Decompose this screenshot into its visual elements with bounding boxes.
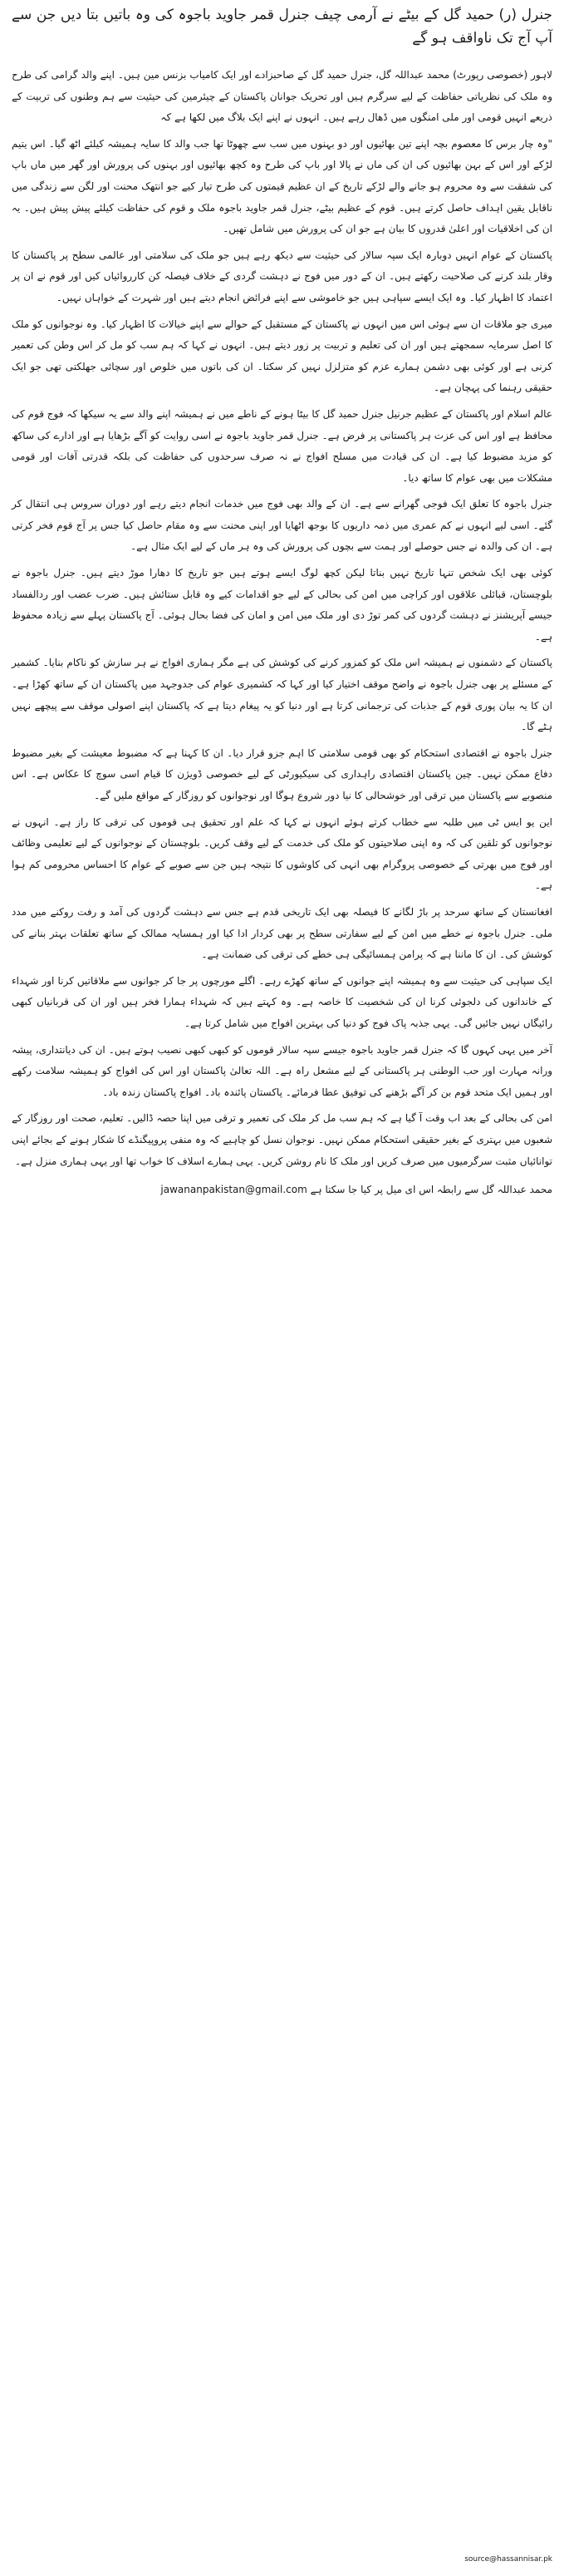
article-paragraph: عالم اسلام اور پاکستان کے عظیم جرنیل جنرل حمید گل کا بیٹا ہونے کے ناطے میں نے ہمیشہ اپنے والد سے یہ سیکھا کہ فوج قوم کی محافظ ہے اور اس کی عزت ہر پاکستانی پر فرض ہے۔ جنرل قمر جاوید باجوہ نے اسی روایت کو آگے بڑھایا ہے اور ادارے کی ساکھ کو مزید مضبوط کیا ہے۔ ان کی قیادت میں مسلح افواج نے نہ صرف سرحدوں کی حفاظت کی بلکہ قدرتی آفات اور قومی مشکلات میں بھی عوام کا ساتھ دیا۔ [12, 407, 552, 484]
article-paragraph: جنرل باجوہ نے اقتصادی استحکام کو بھی قومی سلامتی کا اہم جزو قرار دیا۔ ان کا کہنا ہے کہ مضبوط معیشت کے بغیر مضبوط دفاع ممکن نہیں۔ چین پاکستان اقتصادی راہداری کی سیکیورٹی کے لیے خصوصی ڈویژن کا قیام اسی سوچ کا عکاس ہے۔ اس منصوبے سے پاکستان میں ترقی اور خوشحالی کا نیا دور شروع ہوگا اور نوجوانوں کو روزگار کے مواقع ملیں گے۔ [12, 746, 552, 801]
article-paragraph: ایک سپاہی کی حیثیت سے وہ ہمیشہ اپنے جوانوں کے ساتھ کھڑے رہے۔ اگلے مورچوں پر جا کر جوانوں سے ملاقاتیں کرنا اور شہداء کے خاندانوں کی دلجوئی کرنا ان کی شخصیت کا خاصہ ہے۔ وہ کہتے ہیں کہ شہداء ہمارا فخر ہیں اور ان کی قربانیاں کبھی رائیگاں نہیں جائیں گی۔ یہی جذبہ پاک فوج کو دنیا کی بہترین افواج میں شامل کرتا ہے۔ [12, 974, 552, 1029]
article [12, 3, 552, 1200]
article-paragraph: آخر میں یہی کہوں گا کہ جنرل قمر جاوید باجوہ جیسے سپہ سالار قوموں کو کبھی کبھی نصیب ہوتے ہیں۔ ان کی دیانتداری، پیشہ ورانہ مہارت اور حب الوطنی ہر پاکستانی کے لیے مشعل راہ ہے۔ اللہ تعالیٰ پاکستان اور اس کی افواج کو ہمیشہ سلامت رکھے اور ہمیں ایک متحد قوم بن کر آگے بڑھنے کی توفیق عطا فرمائے۔ پاکستان پائندہ باد۔ افواج پاکستان زندہ باد۔ [12, 1043, 552, 1098]
article-paragraph: امن کی بحالی کے بعد اب وقت آ گیا ہے کہ ہم سب مل کر ملک کی تعمیر و ترقی میں اپنا حصہ ڈالیں۔ تعلیم، صحت اور روزگار کے شعبوں میں بہتری کے بغیر حقیقی استحکام ممکن نہیں۔ نوجوان نسل کو چاہیے کہ وہ منفی پروپیگنڈے کا شکار ہونے کے بجائے اپنی توانائیاں مثبت سرگرمیوں میں صرف کریں اور ملک کا نام روشن کریں۔ یہی ہمارے اسلاف کا خواب تھا اور یہی ہماری منزل ہے۔ [12, 1112, 552, 1167]
article-paragraph: میری جو ملاقات ان سے ہوئی اس میں انہوں نے پاکستان کے مستقبل کے حوالے سے اپنے خیالات کا اظہار کیا۔ وہ نوجوانوں کو ملک کا اصل سرمایہ سمجھتے ہیں اور ان کی تعلیم و تربیت پر زور دیتے ہیں۔ انہوں نے کہا کہ ہم سب کو مل کر اس وطن کی تعمیر کرنی ہے اور کوئی بھی دشمن ہمارے عزم کو متزلزل نہیں کر سکتا۔ ان کی باتوں میں خلوص اور سچائی جھلکتی تھی جو ایک حقیقی رہنما کی پہچان ہے۔ [12, 318, 552, 394]
article-paragraph: کوئی بھی ایک شخص تنہا تاریخ نہیں بناتا لیکن کچھ لوگ ایسے ہوتے ہیں جو تاریخ کا دھارا موڑ دیتے ہیں۔ جنرل باجوہ نے بلوچستان، قبائلی علاقوں اور کراچی میں امن کی بحالی کے لیے جو اقدامات کیے وہ قابل ستائش ہیں۔ ضرب عضب اور ردالفساد جیسے آپریشنز نے دہشت گردوں کی کمر توڑ دی اور ملک میں امن و امان کی فضا بحال ہوئی۔ آج پاکستان پہلے سے زیادہ محفوظ ہے۔ [12, 567, 552, 643]
article-paragraph: لاہور (خصوصی رپورٹ) محمد عبداللہ گل، جنرل حمید گل کے صاحبزادے اور ایک کامیاب بزنس مین ہیں۔ اپنے والد گرامی کی طرح وہ ملک کی نظریاتی حفاظت کے لیے سرگرم ہیں اور تحریک جوانان پاکستان کے چیئرمین کی حیثیت سے ہم وطنوں کی تربیت کے ذریعے انہیں قومی اور ملی امنگوں میں ڈھال رہے ہیں۔ انہوں نے اپنے ایک بلاگ میں لکھا ہے کہ [12, 69, 552, 124]
article-paragraph: جنرل باجوہ کا تعلق ایک فوجی گھرانے سے ہے۔ ان کے والد بھی فوج میں خدمات انجام دیتے رہے اور دوران سروس ہی انتقال کر گئے۔ اسی لیے انہوں نے کم عمری میں ذمہ داریوں کا بوجھ اٹھایا اور اپنی محنت سے وہ مقام حاصل کیا جس پر آج قوم فخر کرتی ہے۔ ان کی والدہ نے جس حوصلے اور ہمت سے بچوں کی پرورش کی وہ ہر ماں کے لیے ایک مثال ہے۔ [12, 498, 552, 553]
article-paragraph: پاکستان کے دشمنوں نے ہمیشہ اس ملک کو کمزور کرنے کی کوشش کی ہے مگر ہماری افواج نے ہر سازش کو ناکام بنایا۔ کشمیر کے مسئلے پر بھی جنرل باجوہ نے واضح موقف اختیار کیا اور کہا کہ کشمیری عوام کی جدوجہد میں پاکستان ان کے ساتھ کھڑا ہے۔ ان کا یہ بیان پوری قوم کے جذبات کی ترجمانی کرتا ہے اور دنیا کو یہ پیغام دیتا ہے کہ پاکستان اپنے اصولی موقف سے پیچھے نہیں ہٹے گا۔ [12, 657, 552, 733]
article-paragraph: "وہ چار برس کا معصوم بچہ اپنے تین بھائیوں اور دو بہنوں میں سب سے چھوٹا تھا جب والد کا سایہ ہمیشہ کیلئے اٹھ گیا۔ اس یتیم لڑکے اور اس کے بہن بھائیوں کی ان کی ماں نے پالا اور باپ کی طرح وہ کچھ بھائیوں اور بہنوں کی پرورش اور گھر میں ماں باپ کی شفقت سے وہ محروم ہو جانے والے لڑکے تاریخ کے ان عظیم قیمتوں کی طرح تیار کیے جو انتھک محنت اور لگن سے زندگی میں ناقابل یقین اہداف حاصل کرتے ہیں۔ قوم کے عظیم بیٹے، جنرل قمر جاوید باجوہ ملک و قوم کی حفاظت کیلئے پیش پیش ہیں۔ یہ ان کی اخلاقیات اور اعلیٰ قدروں کا بیان ہے جو ان کی پرورش میں شامل تھیں۔ [12, 137, 552, 235]
article-headline: جنرل (ر) حمید گل کے بیٹے نے آرمی چیف جنرل قمر جاوید باجوہ کی وہ باتیں بتا دیں جن سے آپ آج تک ناواقف ہو گے [12, 7, 552, 47]
contact-text: محمد عبداللہ گل سے رابطہ اس ای میل پر کیا جا سکتا ہے [310, 1184, 552, 1196]
article-paragraph: این یو ایس ٹی میں طلبہ سے خطاب کرتے ہوئے انہوں نے کہا کہ علم اور تحقیق ہی قوموں کی ترقی کا راز ہے۔ انہوں نے نوجوانوں کو تلقین کی کہ وہ اپنی صلاحیتوں کو ملک کی خدمت کے لیے وقف کریں۔ بلوچستان کے نوجوانوں کے لیے تعلیمی وظائف اور فوج میں بھرتی کے خصوصی پروگرام بھی انہی کی کاوشوں کا نتیجہ ہیں جن سے صوبے کے عوام کا احساس محرومی کم ہوا ہے۔ [12, 815, 552, 892]
contact-email[interactable]: jawananpakistan@gmail.com [160, 1184, 307, 1196]
contact-line [12, 1179, 552, 1200]
article-paragraph: افغانستان کے ساتھ سرحد پر باڑ لگانے کا فیصلہ بھی ایک تاریخی قدم ہے جس سے دہشت گردوں کی آمد و رفت روکنے میں مدد ملی۔ جنرل باجوہ نے خطے میں امن کے لیے سفارتی سطح پر بھی کردار ادا کیا اور ہمسایہ ممالک کے ساتھ تعلقات بہتر بنانے کی کوشش کی۔ ان کا ماننا ہے کہ پرامن ہمسائیگی ہی خطے کی ترقی کی ضمانت ہے۔ [12, 905, 552, 961]
article-paragraph: پاکستان کے عوام انہیں دوبارہ ایک سپہ سالار کی حیثیت سے دیکھ رہے ہیں جو ملک کی سلامتی اور عالمی سطح پر پاکستان کا وقار بلند کرنے کی صلاحیت رکھتے ہیں۔ ان کے دور میں فوج نے دہشت گردی کے خلاف فیصلہ کن کارروائیاں کیں اور قوم نے ان پر اعتماد کا اظہار کیا۔ وہ ایک ایسے سپاہی ہیں جو خاموشی سے اپنے فرائض انجام دیتے ہیں اور شہرت کے خواہاں نہیں۔ [12, 249, 552, 303]
source-credit: source@hassannisar.pk [464, 2555, 552, 2564]
